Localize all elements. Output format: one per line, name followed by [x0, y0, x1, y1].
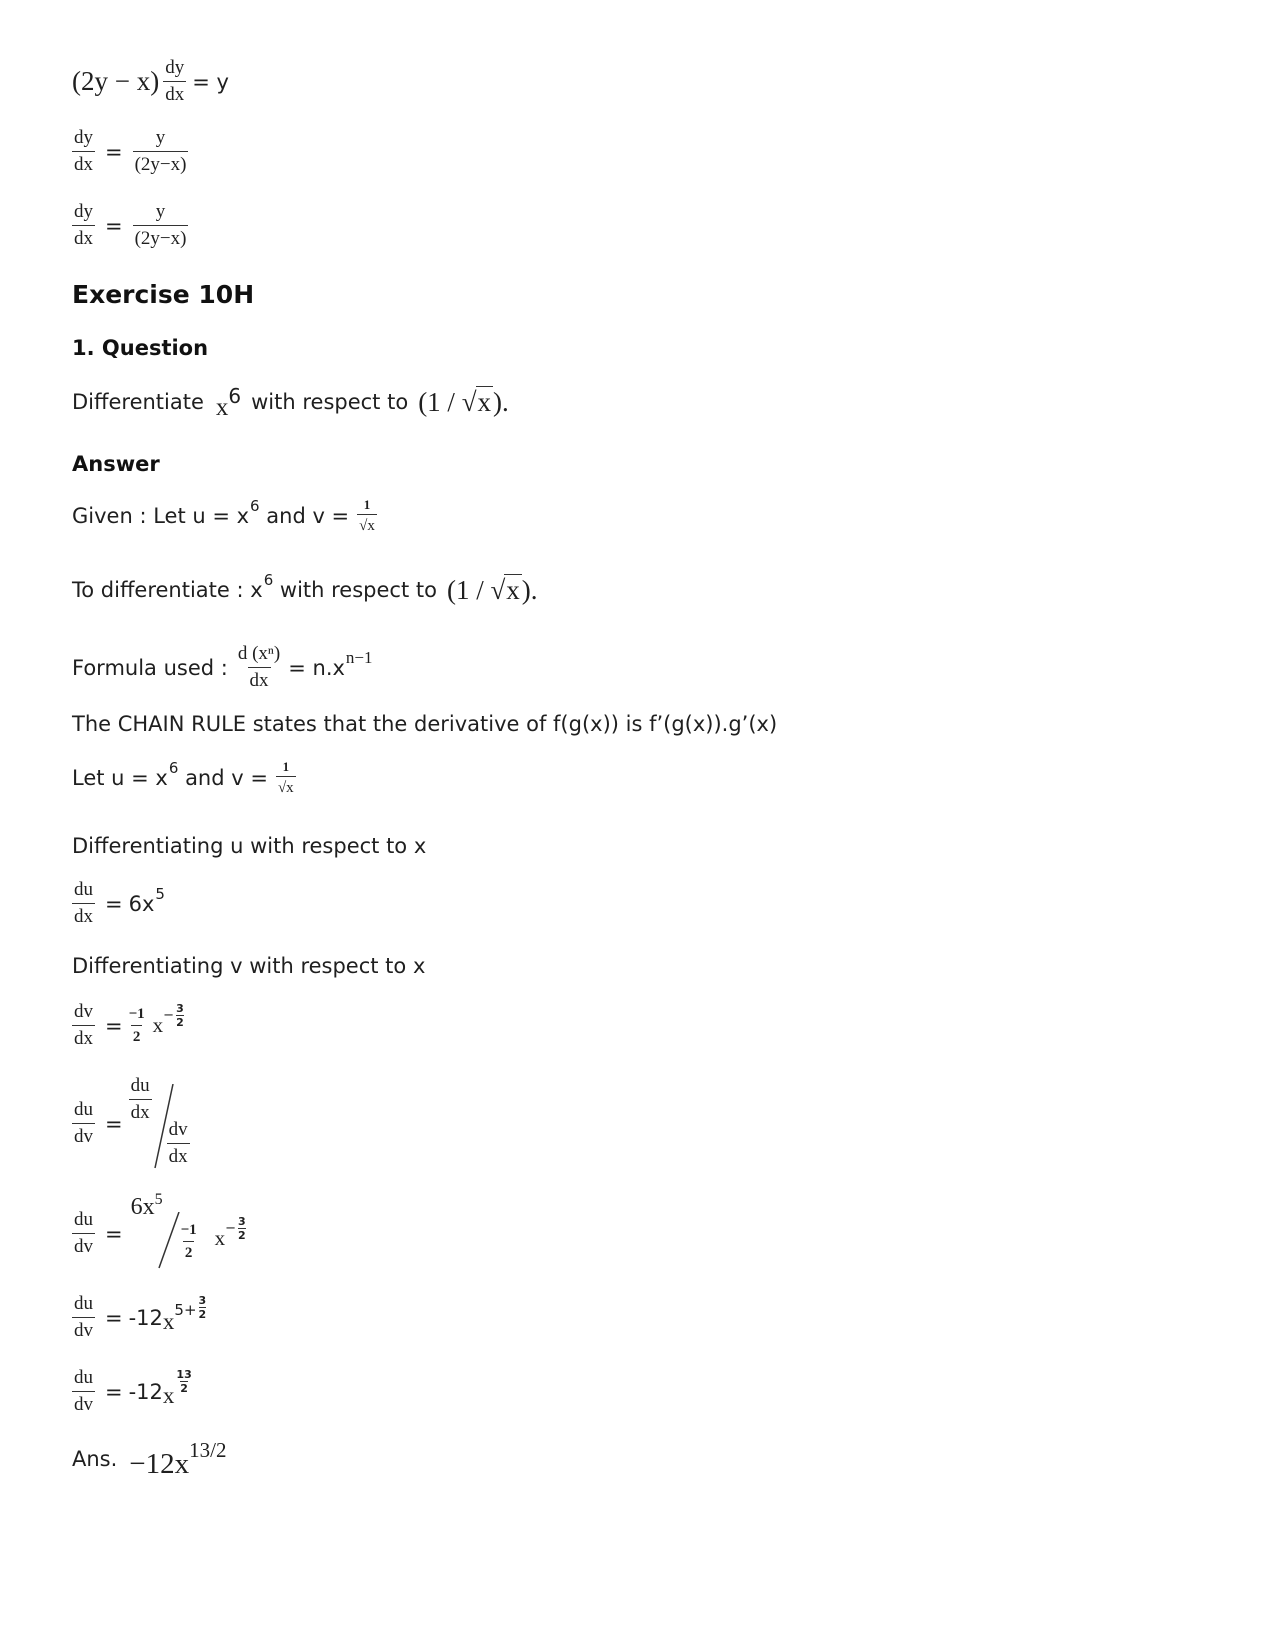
- answer-label: Answer: [72, 452, 160, 476]
- equation-dydx-2: [72, 202, 188, 250]
- final-answer: [72, 1438, 227, 1480]
- radical-icon: √: [461, 387, 477, 417]
- du-dv-equation-3: $\frac{du}{dv}$ = -12 x 5+ $\frac{3}{2}$: [74, 1293, 207, 1341]
- expression: (1 / √x).: [446, 575, 538, 605]
- du-dx-equation: $\frac{du}{dx}$ = 6x 5: [74, 879, 165, 927]
- fraction: $\frac{du}{dx}$: [74, 879, 93, 927]
- equals-sign: =: [105, 213, 123, 238]
- du-dv-equation-1: $\frac{du}{dv}$ = $\frac{du}{dx}$ $\frac{dv}{dx}$: [72, 1076, 199, 1172]
- to-differentiate-line: To differentiate : x 6 with respect to (1 / √x).: [72, 571, 538, 605]
- equation-top: [72, 58, 229, 106]
- question-exp: 6: [228, 384, 242, 408]
- du-dv-equation-2: $\frac{du}{dv}$ = $6x^5$ $\frac{-1}{2}$ x − $\frac{3}{2}$: [72, 1194, 269, 1274]
- answer-exponent: 13/2: [189, 1438, 227, 1462]
- question-title: 1. Question: [72, 336, 209, 360]
- fraction: $\frac{du}{dv}$: [74, 1209, 93, 1257]
- fraction-lhs: $\frac{dy}{dx}$: [74, 201, 93, 249]
- equals-sign: =: [105, 139, 123, 164]
- fraction-lhs: $\frac{dy}{dx}$: [74, 127, 93, 175]
- given-line: Given : Let u = x 6 and v = $\frac{1}{√x}$: [72, 497, 375, 535]
- diff-u-text: Differentiating u with respect to x: [72, 834, 427, 858]
- coefficient-fraction: $\frac{-1}{2}$: [128, 1006, 145, 1045]
- question-expression: (1 / √x).: [418, 387, 509, 417]
- fraction: $\frac{du}{dv}$: [74, 1367, 93, 1415]
- fraction: $\frac{dv}{dx}$: [74, 1001, 93, 1049]
- fraction: $\frac{1}{√x}$: [359, 497, 375, 535]
- radical-icon: √: [490, 575, 506, 605]
- equation-lhs: (2y − x): [72, 66, 160, 97]
- dv-dx-equation: $\frac{dv}{dx}$ = $\frac{-1}{2}$ x − $\frac{3}{2}$: [74, 1001, 184, 1049]
- du-dv-equation-4: $\frac{du}{dv}$ = -12 x 13 2: [74, 1367, 192, 1415]
- answer-value: −12x: [129, 1448, 190, 1480]
- let-uv-line: Let u = x 6 and v = $\frac{1}{√x}$: [72, 759, 294, 797]
- formula-line: Formula used : $\frac{\text{d (xⁿ)}}{dx}$ = n.x n−1: [72, 643, 373, 691]
- compound-fraction: $\frac{du}{dx}$ $\frac{dv}{dx}$: [129, 1076, 199, 1172]
- division-slash-icon: [157, 1212, 181, 1270]
- exponent-fraction: $\frac{3}{2}$: [176, 1002, 184, 1030]
- diff-v-text: Differentiating v with respect to x: [72, 954, 426, 978]
- fraction-rhs: $\frac{y}{(2y-x)}$: [134, 201, 187, 249]
- fraction: $\frac{du}{dv}$: [74, 1293, 93, 1341]
- equation-dydx-1: [72, 128, 188, 176]
- compound-fraction: $6x^5$ $\frac{-1}{2}$ x − $\frac{3}{2}$: [129, 1194, 269, 1274]
- equation-rhs: = y: [192, 69, 229, 94]
- fraction: $\frac{dy}{dx}$: [165, 57, 185, 105]
- fraction-rhs: $\frac{y}{(2y-x)}$: [134, 127, 187, 175]
- fraction: $\frac{\text{d (xⁿ)}}{dx}$: [237, 643, 281, 691]
- answer-label: Ans.: [72, 1446, 118, 1471]
- fraction: $\frac{du}{dv}$: [74, 1099, 93, 1147]
- chain-rule-text: The CHAIN RULE states that the derivative of f(g(x)) is f’(g(x)).g’(x): [72, 712, 778, 736]
- exercise-title: Exercise 10H: [72, 280, 255, 309]
- fraction: $\frac{1}{√x}$: [277, 759, 294, 797]
- question-base: x: [215, 394, 229, 421]
- question-text: Differentiate x 6 with respect to (1 / √x).: [72, 384, 509, 421]
